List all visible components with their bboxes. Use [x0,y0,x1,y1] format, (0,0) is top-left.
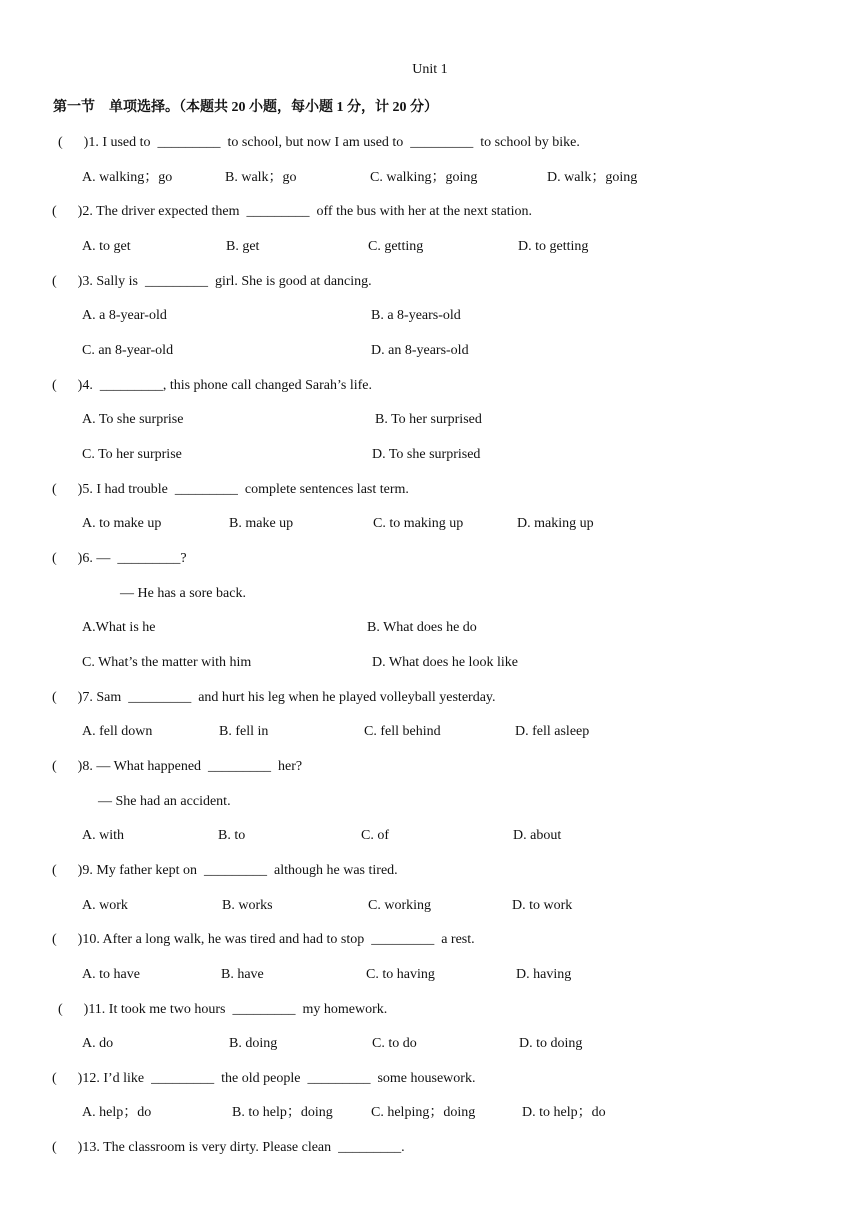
answer-option: A. with [82,828,124,843]
answer-option: A. help；do [82,1105,152,1120]
answer-option: A.What is he [82,620,156,635]
answer-option: B. fell in [219,724,269,739]
answer-option: B. works [222,898,273,913]
answer-option: B. get [226,239,260,254]
question-line: ( )5. I had trouble _________ complete sentences last term. [52,482,409,497]
question-line: ( )8. — What happened _________ her? [52,759,303,774]
answer-option: A. to get [82,239,131,254]
answer-option: D. about [513,828,562,843]
answer-option: D. to help；do [522,1105,606,1120]
answer-option: B. have [221,967,264,982]
question-line: ( )11. It took me two hours _________ my homework. [58,1002,388,1017]
answer-option: C. fell behind [364,724,441,739]
dialogue-reply: — She had an accident. [98,794,231,809]
question-line: ( )3. Sally is _________ girl. She is good at dancing. [52,274,372,289]
answer-option: D. to work [512,898,573,913]
answer-option: D. making up [517,516,594,531]
answer-option: D. To she surprised [372,447,481,462]
answer-option: D. having [516,967,572,982]
answer-option: C. working [368,898,431,913]
answer-option: A. To she surprise [82,412,184,427]
answer-option: C. getting [368,239,424,254]
question-line: ( )12. I’d like _________ the old people _________ some housework. [52,1071,476,1086]
answer-option: D. fell asleep [515,724,590,739]
answer-option: C. helping；doing [371,1105,476,1120]
answer-option: B. doing [229,1036,278,1051]
question-line: ( )1. I used to _________ to school, but now I am used to _________ to school by bike. [58,135,580,150]
answer-option: D. an 8-years-old [371,343,469,358]
question-line: ( )7. Sam _________ and hurt his leg when he played volleyball yesterday. [52,690,496,705]
question-line: ( )4. _________, this phone call changed Sarah’s life. [52,378,372,393]
answer-option: D. to doing [519,1036,583,1051]
answer-option: C. an 8-year-old [82,343,174,358]
section-heading: 第一节 单项选择。（本题共 20 小题，每小题 1 分，计 20 分） [53,100,438,115]
answer-option: C. walking；going [370,170,478,185]
page-title: Unit 1 [412,62,448,77]
answer-option: C. to making up [373,516,464,531]
answer-option: A. to have [82,967,140,982]
question-line: ( )13. The classroom is very dirty. Please clean _________. [52,1140,405,1155]
answer-option: B. to help；doing [232,1105,333,1120]
answer-option: A. a 8-year-old [82,308,167,323]
answer-option: D. to getting [518,239,589,254]
answer-option: D. What does he look like [372,655,518,670]
answer-option: D. walk；going [547,170,638,185]
question-line: ( )10. After a long walk, he was tired and had to stop _________ a rest. [52,932,475,947]
answer-option: B. to [218,828,246,843]
answer-option: C. to having [366,967,435,982]
answer-option: A. do [82,1036,114,1051]
question-line: ( )9. My father kept on _________ although he was tired. [52,863,398,878]
answer-option: C. to do [372,1036,417,1051]
answer-option: B. walk；go [225,170,297,185]
dialogue-reply: — He has a sore back. [120,586,246,601]
answer-option: B. a 8-years-old [371,308,461,323]
answer-option: C. To her surprise [82,447,182,462]
answer-option: C. What’s the matter with him [82,655,252,670]
question-line: ( )6. — _________? [52,551,187,566]
answer-option: A. work [82,898,128,913]
answer-option: A. to make up [82,516,162,531]
answer-option: C. of [361,828,389,843]
answer-option: B. make up [229,516,294,531]
answer-option: A. walking；go [82,170,173,185]
answer-option: B. What does he do [367,620,477,635]
answer-option: B. To her surprised [375,412,482,427]
question-line: ( )2. The driver expected them _________ off the bus with her at the next station. [52,204,533,219]
answer-option: A. fell down [82,724,153,739]
